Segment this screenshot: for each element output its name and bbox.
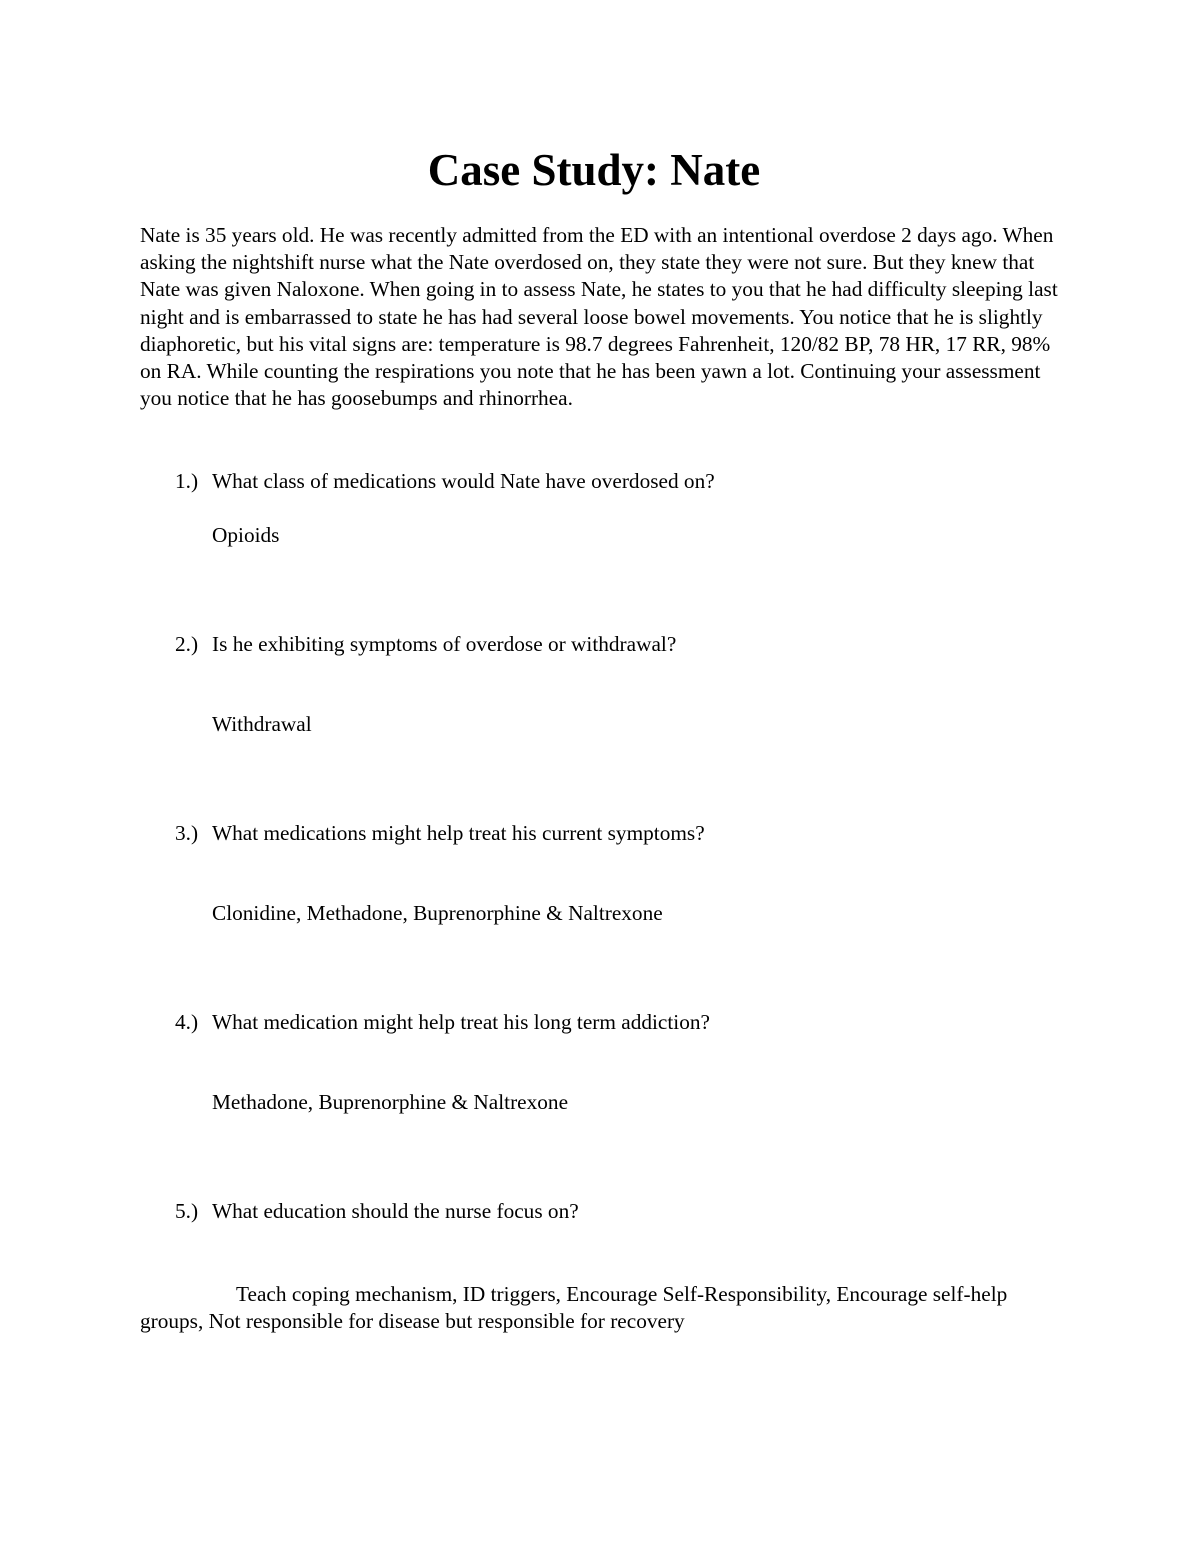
question-text: What class of medications would Nate have overdosed on? bbox=[212, 469, 715, 493]
question-2 bbox=[175, 630, 676, 658]
question-5 bbox=[175, 1197, 579, 1225]
question-text: What medication might help treat his long term addiction? bbox=[212, 1010, 710, 1034]
question-number: 1.) bbox=[175, 469, 199, 493]
answer-5: Teach coping mechanism, ID triggers, Encourage Self-Responsibility, Encourage self-help groups, Not responsible for disease but responsible for recovery bbox=[140, 1282, 1008, 1334]
question-4 bbox=[175, 1008, 710, 1036]
question-number: 3.) bbox=[175, 821, 199, 845]
answer-3: Clonidine, Methadone, Buprenorphine & Naltrexone bbox=[212, 901, 663, 925]
document-title: Case Study: Nate bbox=[427, 145, 761, 195]
question-number: 4.) bbox=[175, 1010, 199, 1034]
question-number: 2.) bbox=[175, 632, 199, 656]
question-text: What medications might help treat his current symptoms? bbox=[212, 821, 705, 845]
question-3 bbox=[175, 819, 705, 847]
answer-1: Opioids bbox=[212, 523, 280, 547]
question-number: 5.) bbox=[175, 1199, 199, 1223]
question-text: Is he exhibiting symptoms of overdose or withdrawal? bbox=[212, 632, 677, 656]
answer-2: Withdrawal bbox=[212, 712, 312, 736]
answer-4: Methadone, Buprenorphine & Naltrexone bbox=[212, 1090, 569, 1114]
question-1 bbox=[175, 467, 715, 495]
case-description: Nate is 35 years old. He was recently admitted from the ED with an intentional overdose 2 days ago. When asking the nightshift nurse what the Nate overdosed on, they state they were not sure. But they knew that Nate was given Naloxone. When going in to assess Nate, he states to you that he had difficulty sleeping last night and is embarrassed to state he has had several loose bowel movements. You notice that he is slightly diaphoretic, but his vital signs are: temperature is 98.7 degrees Fahrenheit, 120/82 BP, 78 HR, 17 RR, 98% on RA. While counting the respirations you note that he has been yawn a lot. Continuing your assessment you notice that he has goosebumps and rhinorrhea. bbox=[140, 223, 1058, 411]
question-text: What education should the nurse focus on? bbox=[212, 1199, 579, 1223]
